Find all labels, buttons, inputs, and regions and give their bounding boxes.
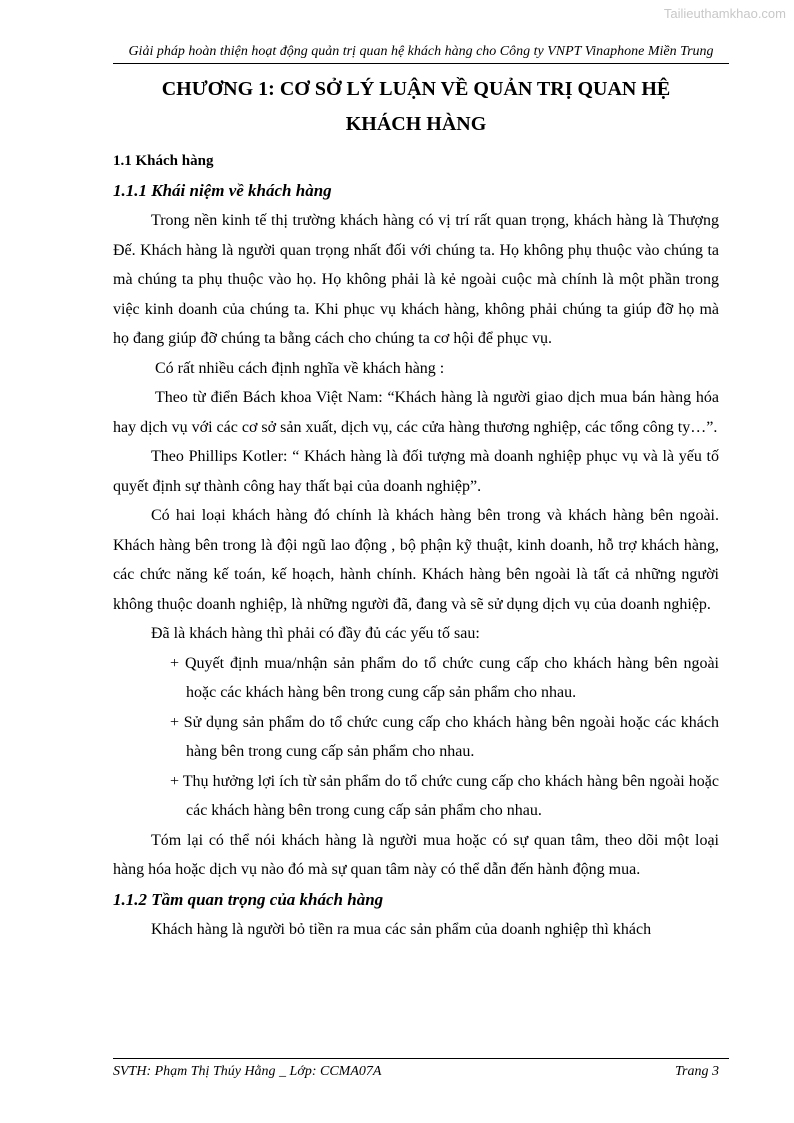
- footer-divider: [113, 1058, 729, 1059]
- footer-author: SVTH: Phạm Thị Thúy Hằng _ Lớp: CCMA07A: [113, 1064, 382, 1079]
- paragraph: Đã là khách hàng thì phải có đầy đủ các yếu tố sau:: [151, 625, 480, 642]
- page-content: [113, 72, 719, 944]
- paragraph: Trong nền kinh tế thị trường khách hàng có vị trí rất quan trọng, khách hàng là Thượng Đế. Khách hàng là người quan trọng nhất đối với chúng ta. Họ không phụ thuộc vào chúng ta mà chúng ta phụ thuộc vào họ. Họ không phải là kẻ ngoài cuộc mà chính là một phần trong việc kinh doanh của chúng ta. Khi phục vụ khách hàng, không phải chúng ta giúp đỡ họ mà họ đang giúp đỡ chúng ta bằng cách cho chúng ta cơ hội để phục vụ.: [113, 212, 719, 347]
- page-footer: [113, 1063, 719, 1081]
- chapter-title-line2: KHÁCH HÀNG: [345, 113, 487, 135]
- paragraph: Có rất nhiều cách định nghĩa về khách hàng :: [155, 359, 445, 377]
- list-item: + Sử dụng sản phẩm do tổ chức cung cấp cho khách hàng bên ngoài hoặc các khách hàng bên trong cung cấp sản phẩm cho nhau.: [170, 713, 719, 760]
- summary-paragraph: Tóm lại có thể nói khách hàng là người mua hoặc có sự quan tâm, theo dõi một loại hàng hóa hoặc dịch vụ nào đó mà sự quan tâm này có thể dẫn đến hành động mua.: [113, 831, 719, 878]
- watermark: Tailieuthamkhao.com: [663, 6, 786, 21]
- paragraph: Theo Phillips Kotler: “ Khách hàng là đối tượng mà doanh nghiệp phục vụ và là yếu tố quyết định sự thành công hay thất bại của doanh nghiệp”.: [113, 448, 719, 495]
- page-number: Trang 3: [675, 1064, 719, 1079]
- list-item: + Quyết định mua/nhận sản phẩm do tổ chức cung cấp cho khách hàng bên ngoài hoặc các khách hàng bên trong cung cấp sản phẩm cho nhau.: [170, 654, 719, 701]
- page-header: Giải pháp hoàn thiện hoạt động quản trị quan hệ khách hàng cho Công ty VNPT Vinaphone Miền Trung: [128, 44, 714, 59]
- header-divider: [113, 63, 729, 64]
- section-heading-1-1: 1.1 Khách hàng: [113, 153, 214, 169]
- section-heading-1-1-1: 1.1.1 Khái niệm về khách hàng: [113, 181, 332, 200]
- chapter-title-line1: CHƯƠNG 1: CƠ SỞ LÝ LUẬN VỀ QUẢN TRỊ QUAN HỆ: [161, 78, 671, 100]
- paragraph: Có hai loại khách hàng đó chính là khách hàng bên trong và khách hàng bên ngoài. Khách hàng bên trong là đội ngũ lao động , bộ phận kỹ thuật, kinh doanh, hỗ trợ khách hàng, các chức năng kế toán, kế hoạch, hành chính. Khách hàng bên ngoài là tất cả những người không thuộc doanh nghiệp, là những người đã, đang và sẽ sử dụng dịch vụ của doanh nghiệp.: [113, 507, 719, 613]
- paragraph: Khách hàng là người bỏ tiền ra mua các sản phẩm của doanh nghiệp thì khách: [151, 920, 652, 938]
- section-heading-1-1-2: 1.1.2 Tầm quan trọng của khách hàng: [113, 889, 384, 909]
- paragraph: Theo từ điển Bách khoa Việt Nam: “Khách hàng là người giao dịch mua bán hàng hóa hay dịch vụ với các cơ sở sản xuất, dịch vụ, các cửa hàng thương nghiệp, các tổng công ty…”.: [113, 389, 719, 436]
- list-item: + Thụ hưởng lợi ích từ sản phẩm do tổ chức cung cấp cho khách hàng bên ngoài hoặc các khách hàng bên trong cung cấp sản phẩm cho nhau.: [170, 772, 719, 819]
